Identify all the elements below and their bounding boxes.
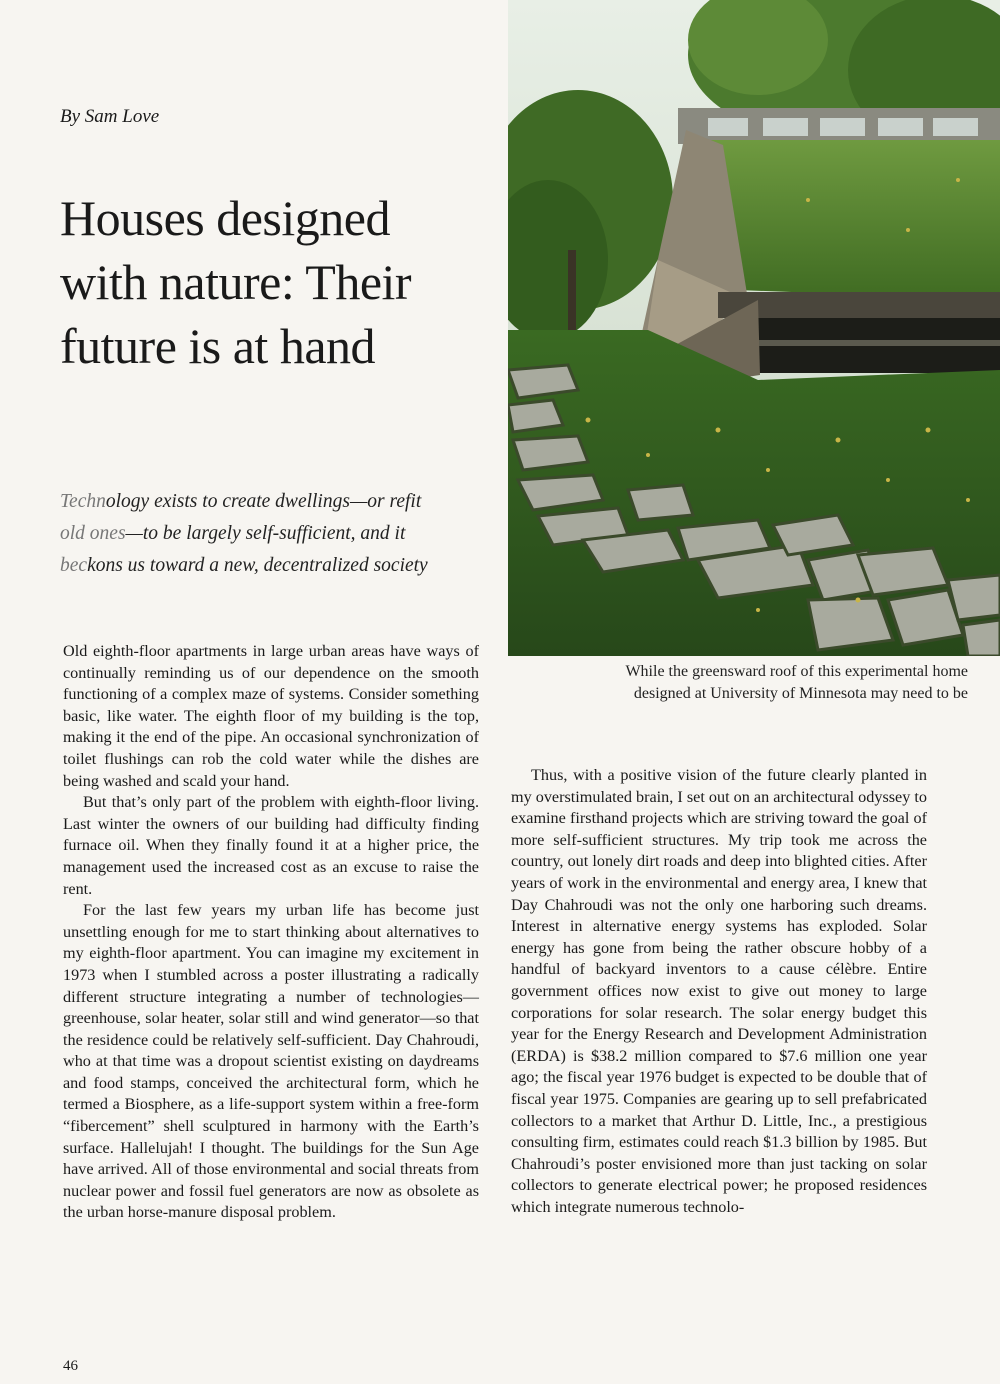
photo-caption: [510, 661, 968, 705]
caption-line: designed at University of Minnesota may need to be: [633, 685, 968, 702]
body-paragraph: But that’s only part of the problem with eighth-floor living. Last winter the owners of our building had difficulty finding furnace oil. When they finally found it at a higher price, the management used the increased cost as an excuse to raise the rent.: [63, 793, 479, 898]
caption-line: While the greensward roof of this experimental home: [625, 663, 968, 680]
deck-text: old ones: [60, 523, 126, 544]
body-paragraph: Thus, with a positive vision of the future clearly planted in my overstimulated brain, I set out on an architectural odyssey to examine firsthand projects which are striving toward the goal of more self-sufficient structures. My trip took me across the country, out lonely dirt roads and deep into blighted cities. After years of work in the environmental and energy area, I knew that Day Chahroudi was not the only one harboring such dreams. Interest in alternative energy systems has exploded. Solar energy has gone from being the rather obscure hobby of a handful of backyard inventors to a cause célèbre. Entire government offices now exist to give out money to large corporations for solar research. The solar energy budget this year for the Energy Research and Development Administration (ERDA) is $38.2 million compared to $7.6 million one year ago; the fiscal year 1976 budget is expected to be double that of fiscal year 1975. Companies are gearing up to sell prefabricated collectors to a market that Arthur D. Little, Inc., a prestigious consulting firm, estimates could reach $1.3 billion by 1985. But Chahroudi’s poster envisioned more than just tacking on solar collectors to generate electrical power; he proposed residences which integrate numerous technolo-: [511, 766, 927, 1216]
title-line: future is at hand: [60, 318, 376, 374]
deck-text: kons us toward a new, decentralized society: [87, 555, 428, 576]
body-column-right: [511, 765, 927, 1218]
deck-text: ology exists to create dwellings—or refit: [105, 491, 422, 512]
article-deck: [60, 486, 490, 582]
body-column-left: [63, 641, 479, 1224]
title-line: Houses designed: [60, 190, 390, 246]
page-number: 46: [63, 1358, 78, 1374]
byline: By Sam Love: [60, 106, 160, 127]
title-line: with nature: Their: [60, 254, 412, 310]
body-paragraph: For the last few years my urban life has become just unsettling enough for me to start thinking about alternatives to my eighth-floor apartment. You can imagine my excitement in 1973 when I stumbled across a poster illustrating a radically different structure integrating a number of technologies—greenhouse, solar heater, solar still and wind generator—so that the residence could be relatively self-sufficient. Day Chahroudi, who at that time was a dropout scientist existing on daydreams and food stamps, conceived the architectural form, which he termed a Biosphere, as a life-support system within a free-form “fibercement” shell sculptured in harmony with the Earth’s surface. Hallelujah! I thought. The buildings for the Sun Age have arrived. All of those environmental and social threats from nuclear power and fossil fuel generators are now as obsolete as the urban horse-manure disposal problem.: [63, 901, 479, 1222]
body-paragraph: Old eighth-floor apartments in large urban areas have ways of continually reminding us of our dependence on the smooth functioning of a complex maze of systems. Consider something basic, like water. The eighth floor of my building is the top, making it the end of the pipe. An occasional synchronization of toilet flushings can rob the cold water while the dishes are being washed and scald your hand.: [63, 642, 479, 790]
deck-text: bec: [60, 555, 88, 576]
deck-text: —to be largely self-sufficient, and it: [125, 523, 406, 544]
article-title: [60, 186, 490, 378]
deck-text: Techn: [60, 491, 106, 512]
house-photo: [508, 0, 1000, 656]
